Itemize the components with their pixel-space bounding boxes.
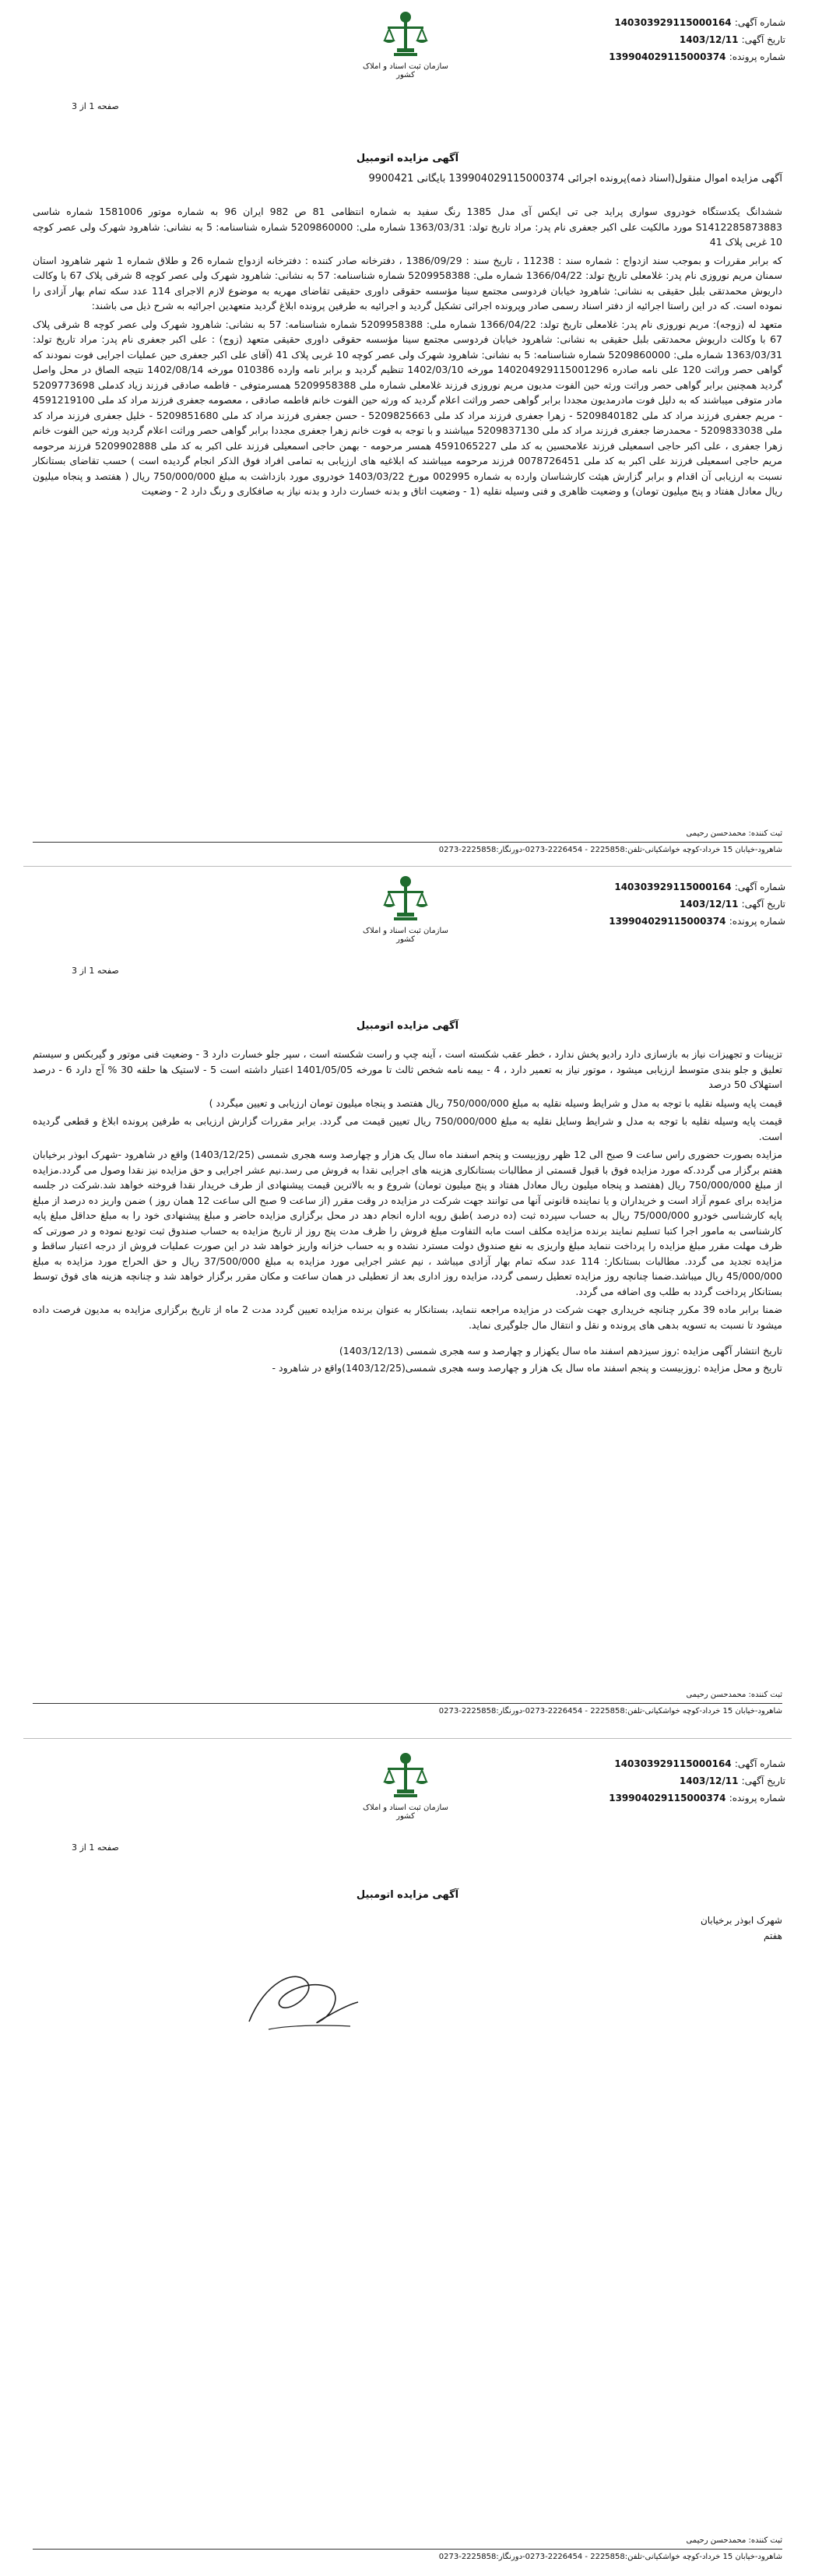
ad-date-label: تاریخ آگهی:	[741, 1775, 785, 1786]
office-address: شاهرود-خیابان 15 خرداد-کوچه خواشکیانی-تلفن:2225858 - 2226454-0273-دورنگار:2225858-0273	[438, 846, 782, 854]
paragraph: ضمنا برابر ماده 39 مکرر چنانچه خریداری جهت شرکت در مزایده مراجعه ننماید، بستانکار به عنوان برنده مزایده تعیین گردد مدت 2 ماه از تاریخ برگزاری مزایده به مدیون فرصت داده میشود تا نسبت به تسویه بدهی های پرونده و نقل و انتقال مال جلوگیری نماید.	[33, 1304, 782, 1331]
page-2	[0, 864, 815, 1729]
file-number: 139904029115000374	[609, 1793, 726, 1804]
page-number: صفحه 1 از 3	[72, 101, 119, 111]
page-title: آگهی مزایده اتومبیل	[356, 153, 459, 164]
judiciary-emblem	[355, 1747, 456, 1821]
page-footer	[33, 829, 782, 856]
page-number: صفحه 1 از 3	[72, 1842, 119, 1853]
file-number-label: شماره پرونده:	[729, 916, 785, 927]
file-number: 139904029115000374	[609, 51, 726, 62]
ad-header	[609, 1755, 785, 1807]
file-number-label: شماره پرونده:	[729, 1793, 785, 1804]
footer-divider	[33, 842, 782, 843]
ad-header	[609, 14, 785, 65]
notice-subtitle: آگهی مزایده اموال منقول(اسناد ذمه)پرونده اجرائی 139904029115000374 بایگانی 9900421	[368, 173, 782, 185]
ad-header	[609, 878, 785, 930]
ad-number-label: شماره آگهی:	[734, 882, 785, 892]
paragraph: که برابر مقررات و بموجب سند ازدواج : شماره سند : 11238 ، تاریخ سند : 1386/09/29 ، دفترخانه صادر کننده : دفترخانه ازدواج شماره 26 و طلاق شماره 1 شهر شاهرود استان سمنان مریم نوروزی نام پدر: غلامعلی تاریخ تولد: 1366/04/22 شماره ملی: 5209958388 شماره شناسنامه: 57 به نشانی: شاهرود شهرک ولی عصر کوچه 8 شرقی پلاک 67 با وکالت داریوش محمدتقی بلبل حقیقی به نشانی: شاهرود خیابان فردوسی مجتمع سینا مؤسسه حقوقی داوری حقیقی تقاضای مهریه به موضوع لازم الاجرای 114 عدد سکه تمام بهار آزادی را نموده است. که در این راستا اجرائیه از دفتر اسناد رسمی صادر وپرونده اجرائی تشکیل گردید و اجرائیه به طرفین پرونده ابلاغ گردید متعهدین اجرائیه به شرح ذیل می باشند:	[33, 254, 783, 311]
office-address: شاهرود-خیابان 15 خرداد-کوچه خواشکیانی-تلفن:2225858 - 2226454-0273-دورنگار:2225858-0273	[438, 1707, 782, 1716]
judiciary-emblem-icon	[378, 1747, 433, 1802]
judiciary-emblem-icon	[378, 6, 433, 61]
ad-number-label: شماره آگهی:	[734, 1758, 785, 1769]
page-separator	[23, 1738, 792, 1739]
paragraph: متعهد له (زوجه): مریم نوروزی نام پدر: غلامعلی تاریخ تولد: 1366/04/22 شماره ملی: 5209958388 شماره شناسنامه: 57 به نشانی: شاهرود شهرک ولی عصر کوچه 8 شرقی پلاک 67 با وکالت داریوش محمدتقی بلبل حقیقی به نشانی: شاهرود خیابان فردوسی مجتمع سینا مؤسسه حقوقی داوری حقیقی متعهد (زوج) : علی اکبر جعفری نام پدر: مراد تاریخ تولد: 1363/03/31 شماره ملی: 5209860000 شماره شناسنامه: 5 به نشانی: شاهرود شهرک ولی عصر کوچه 10 غربی پلاک 41 (آقای علی اکبر جعفری حین عملیات اجرایی فوت نمودند که گواهی حصر وراثت 120 علی نامه صادره 140204929115001296 مورخه 1402/03/10 تنظیم گردید و برابر نامه وارده 010386 مورخه 1402/08/14 نتیجه الصاق در محل واصل گردید همچنین برابر گواهی حصر وراثت ورثه حین الفوت مدیون مریم نوروزی فرزند غلامعلی شماره ملی 5209958388 همسرمتوفی - فاطمه صادقی فرزند زیاد کدملی 5209773698 مادر متوفی میباشند که به دلیل فوت مادرمدیون مجددا برابر گواهی حصر وراثت اعلام گردید که ورثه حین الفوت خانم فاطمه صادقی ، معصومه جعفری فرزند مراد کد ملی 4591219100 - مریم جعفری فرزند مراد کد ملی 5209840182 - زهرا جعفری فرزند مراد کد ملی 5209825663 - حسن جعفری فرزند مراد کد ملی 5209851680 - خلیل جعفری فرزند مراد کد ملی 5209833038 - محمدرضا جعفری فرزند مراد کد ملی 5209837130 میباشند و با توجه به فوت خانم زهرا جعفری مجددا برابر گواهی حصر وراثت اعلام گردید ورثه حین الفوت خانم زهرا جعفری ، علی اکبر حاجی اسمعیلی فرزند علامحسین به کد ملی 4591065227 همسر مرحومه - بهمن حاجی اسمعیلی فرزند علی اکبر به کد ملی 5209902888 فرزند مرحومه مریم حاجی اسمعیلی فرزند علی اکبر به کد ملی 0078726451 فرزند مرحومه میباشند که ابلاغیه های ارزیابی به تمامی افراد فوق الذکر انجام گردیده است ) حسب تقاضای بستانکار نسبت به ارزیابی آن اقدام و برابر گزارش هیئت کارشناسان وارده به شماره 002995 مورخ 1403/03/22 خودروی مورد بازداشت به مبلغ 750/000/000 ریال ( هفتصد و پنجاه میلیون ریال معادل هفتاد و پنج میلیون تومان) و وضعیت ظاهری و فنی وسیله نقلیه (1 - وضعیت اتاق و بدنه خسارت دارد و بدنه نیاز به صافکاری و رنگ دارد 2 - وضعیت	[33, 318, 783, 497]
organization-name: سازمان ثبت اسناد و املاک کشور	[363, 927, 448, 944]
paragraph: مزایده بصورت حضوری راس ساعت 9 صبح الی 12 ظهر روزبیست و پنجم اسفند ماه سال یک هزار و چهارصد وسه هجری شمسی (1403/12/25) واقع در شاهرود -شهرک ابوذر برخیابان هفتم برگزار می گردد.که مورد مزایده فوق با قبول قسمتی از مطالبات بستانکاری هزینه های اجرایی نقدا به فروش می رسد.نیم عشر اجرایی و حق مزایده نیز نقدا وصول می گردد.مزایده از مبلغ 750/000/000 ریال (هفتصد و پنجاه میلیون ریال معادل هفتاد و پنج میلیون تومان) شروع و به بالاترین قیمت پیشنهادی از طرف خریدار نقدا فروخته خواهد شد.شرکت در جلسه مزایده برای عموم آزاد است و خریداران و یا نماینده قانونی آنها می توانند جهت شرکت در مزایده در وقت مقرر (از ساعت 9 صبح الی ساعت 12 همان روز ) ضمن واریز ده درصد از مبلغ پایه کارشناسی خودرو 75/000/000 ریال به حساب سپرده ثبت (ده درصد )طبق رویه اداره انجام دهد در محل برگزاری مزایده حاضر و مبلغ پیشنهادی خود را به مبلغ حداقل مبلغ پایه کارشناسی به مامور اجرا کتبا تسلیم نمایند برنده مزایده مکلف است مابه التفاوت مبلغ فروش را ظرف مدت پنج روز از تاریخ مزایده به حساب صندوق ثبت تودیع نموده و در صورتی که ظرف مهلت مقرر مبلغ مزایده را پرداخت ننماید مبلغ واریزی به نفع صندوق دولت مسترد نشده و به حساب خزانه واریز خواهد شد در این صورت عملیات فروش از درجه اعتبار ساقط و مزایده تجدید می گردد. مطالبات بستانکار: 114 عدد سکه تمام بهار آزادی میباشد ، نیم عشر اجرایی مورد مزایده به مبلغ 37/500/000 ریال و حق الحراج مورد مزایده به مبلغ 45/000/000 ریال میباشد.ضمنا چنانچه روز مزایده تعطیل رسمی گردد، مزایده روز اداری بعد از تعطیلی در همان ساعت و مکان مقرر برگزار خواهد شد و چنانچه هزینه های فوق توسط بستانکار پرداخت گردد به طلب وی اضافه می گردد.	[33, 1149, 783, 1297]
ad-number: 140303929115000164	[614, 17, 732, 28]
auction-date-location: تاریخ و محل مزایده :روزبیست و پنجم اسفند ماه سال یک هزار و چهارصد وسه هجری شمسی(1403/12/25)واقع در شاهرود -	[272, 1361, 782, 1374]
clerk-label: ثبت کننده:	[748, 1691, 782, 1699]
location-line: هفتم	[763, 1930, 782, 1941]
file-number: 139904029115000374	[609, 916, 726, 927]
judiciary-emblem	[355, 6, 456, 79]
clerk-name: محمدحسن رحیمی	[686, 2536, 746, 2545]
footer-divider	[33, 2549, 782, 2550]
notice-body	[33, 204, 782, 499]
organization-name: سازمان ثبت اسناد و املاک کشور	[363, 62, 448, 79]
ad-number: 140303929115000164	[614, 1758, 732, 1769]
page-footer	[33, 2536, 782, 2563]
judiciary-emblem	[355, 871, 456, 944]
page-3	[0, 1741, 815, 2576]
page-1	[0, 0, 815, 854]
organization-name: سازمان ثبت اسناد و املاک کشور	[363, 1804, 448, 1821]
clerk-label: ثبت کننده:	[748, 2536, 782, 2545]
ad-date: 1403/12/11	[679, 34, 739, 45]
notice-body	[33, 1047, 782, 1375]
ad-date-label: تاریخ آگهی:	[741, 899, 785, 910]
paragraph: قیمت پایه وسیله نقلیه با توجه به مدل و شرایط وسایل نقلیه به مبلغ 750/000/000 ریال تعیین قیمت می گردد. برابر مقررات گزارش ارزیابی به طرفین پرونده ابلاغ و قطعی گردیده است.	[33, 1115, 782, 1142]
page-title: آگهی مزایده اتومبیل	[356, 1020, 459, 1032]
clerk-name: محمدحسن رحیمی	[686, 829, 746, 838]
ad-date-label: تاریخ آگهی:	[741, 34, 785, 45]
publication-date: تاریخ انتشار آگهی مزایده :روز سیزدهم اسفند ماه سال یکهزار و چهارصد و سه هجری شمسی (1403/12/13)	[339, 1345, 782, 1357]
auction-location-continued	[701, 1913, 782, 1944]
file-number-label: شماره پرونده:	[729, 51, 785, 62]
clerk-label: ثبت کننده:	[748, 829, 782, 838]
judiciary-emblem-icon	[378, 871, 433, 925]
page-footer	[33, 1690, 782, 1717]
paragraph: تزیینات و تجهیزات نیاز به بازسازی دارد رادیو پخش ندارد ، خطر عقب شکسته است ، آینه چپ و راست شکسته است ، سپر جلو خسارت دارد 3 - وضعیت فنی موتور و گیربکس و سیستم تعلیق و جلو بندی متوسط ارزیابی میشود ، موتور نیاز به تعمیر دارد ، 4 - بیمه نامه شخص ثالث تا مورخه 1401/05/05 اعتبار داشته است 5 - لاستیک ها حلقه 30 % آج دارد 6 - درصد استهلاک 50 درصد	[33, 1048, 782, 1090]
page-title: آگهی مزایده اتومبیل	[356, 1889, 459, 1901]
ad-number: 140303929115000164	[614, 882, 732, 892]
location-line: شهرک ابوذر برخیابان	[700, 1915, 782, 1926]
footer-divider	[33, 1703, 782, 1704]
ad-date: 1403/12/11	[679, 1775, 739, 1786]
page-number: صفحه 1 از 3	[72, 966, 119, 976]
office-address: شاهرود-خیابان 15 خرداد-کوچه خواشکیانی-تلفن:2225858 - 2226454-0273-دورنگار:2225858-0273	[438, 2553, 782, 2561]
paragraph: قیمت پایه وسیله نقلیه با توجه به مدل و شرایط وسیله نقلیه به مبلغ 750/000/000 ریال هفتصد و پنجاه میلیون تومان ارزیابی و تعیین میگردد )	[209, 1096, 782, 1109]
paragraph: ششدانگ یکدستگاه خودروی سواری پراید جی تی ایکس آی مدل 1385 رنگ سفید به شماره انتظامی 81 ص 982 ایران 96 به شماره موتور 1581006 شماره شاسی S1412285873883 مورد مالکیت علی اکبر جعفری نام پدر: مراد تاریخ تولد: 1363/03/31 شماره ملی: 5209860000 شماره شناسنامه: 5 به نشانی: شاهرود شهرک ولی عصر کوچه 10 غربی پلاک 41	[33, 206, 783, 248]
clerk-name: محمدحسن رحیمی	[686, 1691, 746, 1699]
ad-date: 1403/12/11	[679, 899, 739, 910]
ad-number-label: شماره آگهی:	[734, 17, 785, 28]
signature-icon	[234, 1959, 366, 2045]
